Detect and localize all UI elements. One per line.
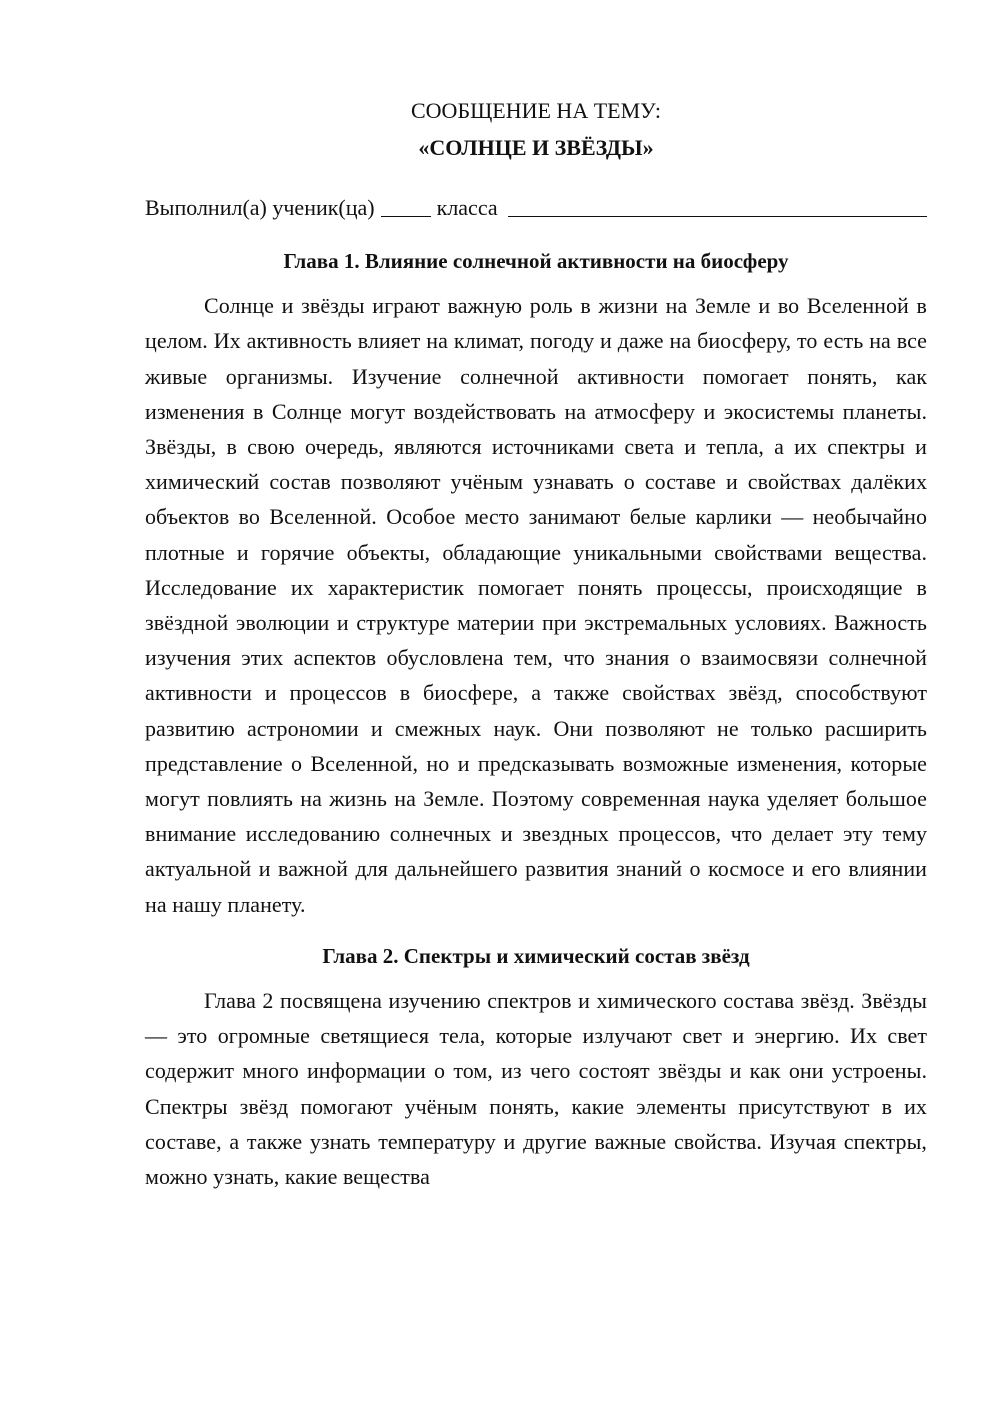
report-topic-title: «СОЛНЦЕ И ЗВЁЗДЫ» bbox=[418, 135, 654, 160]
author-line bbox=[145, 190, 927, 226]
class-number-blank bbox=[381, 194, 431, 217]
class-label: класса bbox=[436, 195, 498, 220]
chapter-1-title: Глава 1. Влияние солнечной активности на биосферу bbox=[283, 249, 789, 273]
chapter-2-text: Глава 2 посвящена изучению спектров и химического состава звёзд. Звёзды — это огромные светящиеся тела, которые излучают свет и энергию. Их свет содержит много информации о том, из чего состоят звёзды и как они устроены. Спектры звёзд помогают учёным понять, какие элементы присутствуют в их составе, а также узнать температуру и другие важные свойства. Изучая спектры, можно узнать, какие вещества bbox=[145, 988, 927, 1190]
chapter-1-text: Солнце и звёзды играют важную роль в жизни на Земле и во Вселенной в целом. Их активность влияет на климат, погоду и даже на биосферу, то есть на все живые организмы. Изучение солнечной активности помогает понять, как изменения в Солнце могут воздействовать на атмосферу и экосистемы планеты. Звёзды, в свою очередь, являются источниками света и тепла, а их спектры и химический состав позволяют учёным узнавать о составе и свойствах далёких объектов во Вселенной. Особое место занимают белые карлики — необычайно плотные и горячие объекты, обладающие уникальными свойствами вещества. Исследование их характеристик помогает понять процессы, происходящие в звёздной эволюции и структуре материи при экстремальных условиях. Важность изучения этих аспектов обусловлена тем, что знания о взаимосвязи солнечной активности и процессов в биосфере, а также свойствах звёзд, способствуют развитию астрономии и смежных наук. Они позволяют не только расширить представление о Вселенной, но и предсказывать возможные изменения, которые могут повлиять на жизнь на Земле. Поэтому современная наука уделяет большое внимание исследованию солнечных и звездных процессов, что делает эту тему актуальной и важной для дальнейшего развития знаний о космосе и его влиянии на нашу планету. bbox=[145, 293, 927, 917]
chapter-2-title: Глава 2. Спектры и химический состав звёзд bbox=[322, 943, 750, 968]
document-content bbox=[145, 93, 927, 1194]
student-name-blank bbox=[508, 194, 927, 217]
author-prefix: Выполнил(а) ученик(ца) bbox=[145, 195, 375, 220]
report-heading: СООБЩЕНИЕ НА ТЕМУ: bbox=[411, 98, 661, 123]
